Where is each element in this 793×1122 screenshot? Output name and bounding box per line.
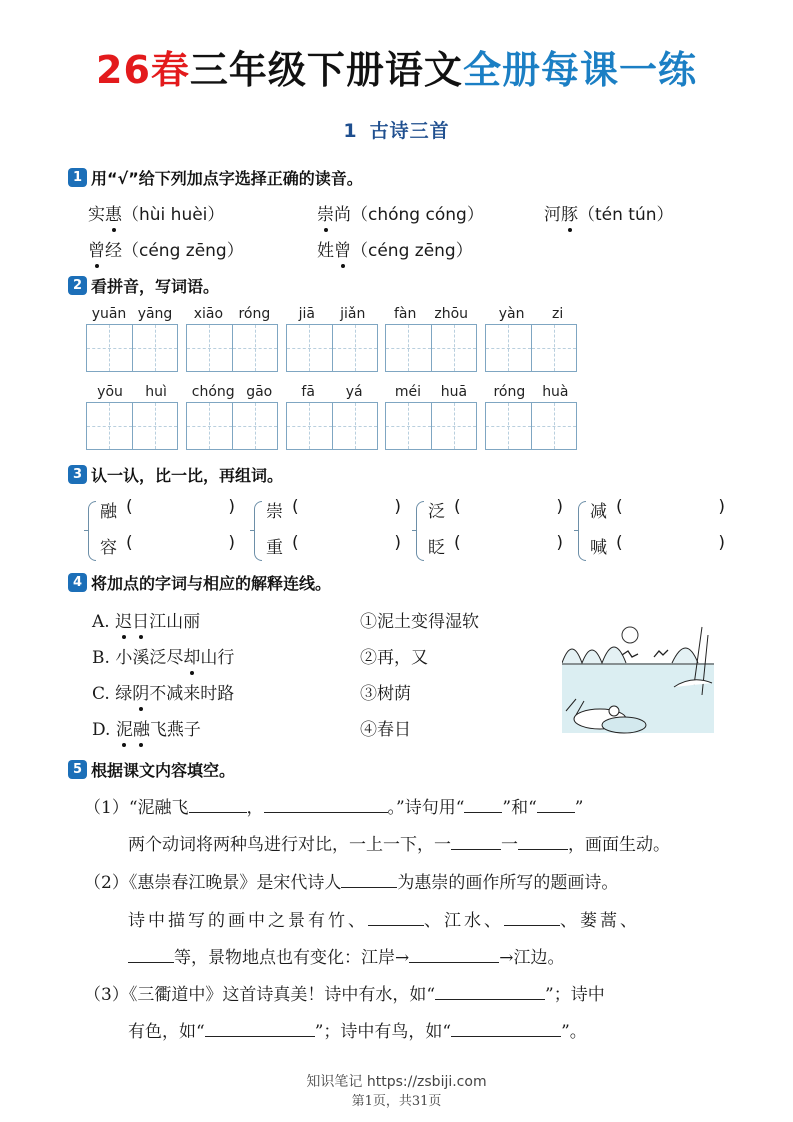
question-number-badge: 2 [68, 276, 87, 295]
text: （3）《三衢道中》这首诗真美！诗中有水，如“ [84, 985, 436, 1005]
fill-line-3-1 [84, 980, 605, 1005]
fill-line-2-1 [84, 868, 618, 893]
text: ”；诗中有鸟，如“ [314, 1022, 452, 1042]
pinyin: yá [345, 384, 363, 400]
char: 眨 [428, 538, 445, 558]
answer-blank[interactable]: ) [718, 497, 725, 517]
options-text: chóng cóng [368, 205, 467, 225]
answer-blank[interactable] [409, 945, 499, 963]
char: 实 [88, 205, 105, 225]
text: ”和“ [502, 798, 537, 818]
char: 丽 [183, 612, 201, 632]
writing-cell[interactable] [232, 403, 278, 449]
footer-page-number: 第1页，共31页 [351, 1094, 442, 1109]
answer-blank[interactable]: ) [556, 533, 563, 553]
answer-blank[interactable]: ) [228, 497, 235, 517]
writing-cell[interactable] [486, 403, 531, 449]
char: 江 [149, 612, 167, 632]
fill-line-3-2 [128, 1017, 587, 1042]
writing-cell[interactable] [287, 325, 332, 371]
writing-cell[interactable] [531, 325, 577, 371]
match-left-item[interactable] [92, 715, 201, 740]
answer-blank[interactable] [264, 795, 388, 813]
brace [578, 501, 586, 561]
q1-item [544, 200, 674, 225]
writing-cell[interactable] [187, 403, 232, 449]
writing-cell[interactable] [187, 325, 232, 371]
pronunciation-options[interactable]: （hùi huèi） [122, 205, 225, 225]
char: 容 [100, 538, 117, 558]
answer-blank[interactable]: ) [394, 533, 401, 553]
pronunciation-options[interactable]: （céng zēng） [122, 241, 244, 261]
answer-blank[interactable] [128, 945, 174, 963]
writing-cell[interactable] [287, 403, 332, 449]
char: 减 [166, 684, 184, 704]
pinyin-writing-box [286, 305, 378, 372]
question-1-heading [68, 166, 363, 188]
footer-site: 知识笔记 https://zsbiji.com [306, 1074, 487, 1090]
answer-blank[interactable] [464, 795, 502, 813]
text: 诗中描写的画中之景有竹、 [128, 911, 368, 931]
char: 溪 [132, 648, 150, 668]
answer-blank[interactable] [435, 982, 545, 1000]
match-right-item[interactable]: ③树荫 [360, 684, 411, 704]
pinyin-writing-box [86, 383, 178, 450]
lesson-number: 1 [343, 120, 358, 142]
pinyin: huā [440, 384, 468, 400]
pinyin: fā [301, 384, 315, 400]
pinyin: jiā [298, 306, 315, 322]
dotted-char: 豚 [561, 200, 578, 225]
question-number-badge: 4 [68, 573, 87, 592]
char: 飞 [149, 720, 167, 740]
char: 泛 [149, 648, 167, 668]
dotted-char: 曾 [88, 236, 105, 261]
text: 、江水、 [424, 911, 504, 931]
question-2-heading [68, 274, 219, 296]
question-prompt: 看拼音，写词语。 [91, 276, 220, 296]
text: ”；诗中 [545, 985, 605, 1005]
writing-cell[interactable] [132, 403, 178, 449]
paren: ( [126, 497, 133, 517]
question-number-badge: 3 [68, 465, 87, 484]
answer-blank[interactable] [205, 1019, 315, 1037]
question-number-badge: 5 [68, 760, 87, 779]
writing-cell[interactable] [132, 325, 178, 371]
brace [254, 501, 262, 561]
options-text: tén tún [595, 205, 657, 225]
text: （1）“泥融飞 [84, 798, 189, 818]
pinyin: róng [238, 306, 271, 322]
text: ， [246, 798, 264, 818]
dotted-char: 迟 [115, 607, 132, 632]
pinyin-writing-box [186, 305, 278, 372]
question-prompt: 根据课文内容填空。 [91, 760, 236, 780]
pinyin: chóng [191, 384, 235, 400]
answer-blank[interactable] [341, 870, 397, 888]
options-text: hùi huèi [139, 205, 208, 225]
char-compare-pair [88, 497, 238, 571]
pinyin: méi [394, 384, 422, 400]
fill-line-1-1 [84, 793, 584, 818]
pinyin-writing-box [286, 383, 378, 450]
pinyin-writing-box [86, 305, 178, 372]
text: ”。 [561, 1022, 587, 1042]
text: →江边。 [499, 948, 565, 968]
pinyin-writing-box [385, 305, 477, 372]
answer-blank[interactable] [537, 795, 575, 813]
text: 、蒌蒿、 [560, 911, 640, 931]
char: 时 [200, 684, 218, 704]
text: 等，景物地点也有变化：江岸→ [174, 948, 410, 968]
pinyin: huà [542, 384, 569, 400]
item-label: D. [92, 720, 111, 740]
title-series: 全册每课一练 [462, 48, 697, 92]
text: 两个动词将两种鸟进行对比，一上一下，一 [128, 835, 451, 855]
fill-line-2-3 [128, 943, 565, 968]
pinyin: yàn [498, 306, 525, 322]
dotted-char: 惠 [105, 200, 122, 225]
writing-cell[interactable] [386, 325, 431, 371]
match-right-item[interactable]: ④春日 [360, 720, 411, 740]
char: 尽 [166, 648, 184, 668]
writing-cell[interactable] [486, 325, 531, 371]
answer-blank[interactable] [368, 908, 424, 926]
question-prompt: 将加点的字词与相应的解释连线。 [91, 573, 332, 593]
text: 一 [501, 835, 518, 855]
pinyin: fàn [393, 306, 417, 322]
dotted-char: 曾 [334, 236, 351, 261]
pinyin-writing-box [485, 383, 577, 450]
dotted-char: 却 [183, 643, 200, 668]
lesson-name: 古诗三首 [369, 120, 450, 142]
char: 崇 [266, 502, 283, 522]
document-title [0, 44, 793, 96]
paren: ( [616, 497, 623, 517]
match-left-item[interactable] [92, 643, 234, 668]
item-label: C. [92, 684, 110, 704]
text: 为惠崇的画作所写的题画诗。 [397, 873, 619, 893]
writing-cell[interactable] [332, 325, 378, 371]
pinyin: yāng [137, 306, 173, 322]
pronunciation-options[interactable]: （tén tún） [578, 205, 674, 225]
char: 经 [105, 241, 122, 261]
question-5-heading [68, 758, 235, 780]
char: 姓 [317, 241, 334, 261]
answer-blank[interactable] [189, 795, 247, 813]
lesson-title [0, 116, 793, 143]
answer-blank[interactable] [518, 832, 568, 850]
q1-item [88, 200, 224, 225]
item-label: B. [92, 648, 110, 668]
char: 来 [183, 684, 201, 704]
dotted-char: 阴 [132, 679, 149, 704]
writing-cell[interactable] [332, 403, 378, 449]
options-text: céng zēng [368, 241, 456, 261]
question-4-heading [68, 571, 331, 593]
question-number-badge: 1 [68, 168, 87, 187]
q1-item [317, 236, 473, 261]
paren: ( [616, 533, 623, 553]
char: 路 [217, 684, 235, 704]
paren: ( [454, 533, 461, 553]
fill-line-2-2 [128, 906, 640, 931]
question-3-heading [68, 463, 283, 485]
river-birds-illustration [562, 625, 714, 737]
q1-item [88, 236, 244, 261]
pinyin: zi [552, 306, 564, 322]
writing-cell[interactable] [87, 325, 132, 371]
char: 不 [149, 684, 167, 704]
paren: ( [126, 533, 133, 553]
text: 有色，如“ [128, 1022, 205, 1042]
answer-blank[interactable]: ) [718, 533, 725, 553]
char: 融 [100, 502, 117, 522]
pinyin: yuān [91, 306, 127, 322]
answer-blank[interactable]: ) [394, 497, 401, 517]
dotted-char: 融 [133, 715, 150, 740]
writing-cell[interactable] [87, 403, 132, 449]
answer-blank[interactable]: ) [228, 533, 235, 553]
text: 。”诗句用“ [387, 798, 465, 818]
answer-blank[interactable] [451, 1019, 561, 1037]
pronunciation-options[interactable]: （céng zēng） [351, 241, 473, 261]
pinyin-writing-box [485, 305, 577, 372]
pinyin: xiāo [193, 306, 224, 322]
answer-blank[interactable]: ) [556, 497, 563, 517]
q1-item [317, 200, 484, 225]
char: 燕 [166, 720, 184, 740]
text: ” [574, 798, 584, 818]
paren: ( [292, 497, 299, 517]
match-left-item[interactable] [92, 679, 234, 704]
question-prompt: 用“√”给下列加点字选择正确的读音。 [91, 168, 363, 188]
char: 河 [544, 205, 561, 225]
char: 重 [266, 538, 283, 558]
pinyin-writing-box [186, 383, 278, 450]
match-right-item[interactable]: ①泥土变得湿软 [360, 612, 479, 632]
question-prompt: 认一认，比一比，再组词。 [91, 465, 284, 485]
writing-cell[interactable] [431, 325, 477, 371]
text: （2）《惠崇春江晚景》是宋代诗人 [84, 873, 342, 893]
brace [88, 501, 96, 561]
item-label: A. [92, 612, 110, 632]
char-compare-pair [578, 497, 728, 571]
writing-cell[interactable] [431, 403, 477, 449]
char: 子 [183, 720, 201, 740]
options-text: céng zēng [139, 241, 227, 261]
dotted-char: 泥 [116, 715, 133, 740]
char: 绿 [115, 684, 133, 704]
dotted-char: 日 [132, 607, 149, 632]
char: 山 [166, 612, 184, 632]
match-left-item[interactable] [92, 607, 200, 632]
pinyin: yōu [97, 384, 123, 400]
text: ，画面生动。 [568, 835, 670, 855]
pinyin-writing-box [385, 383, 477, 450]
match-right-item[interactable]: ②再，又 [360, 648, 428, 668]
char: 小 [115, 648, 133, 668]
char-compare-pair [416, 497, 566, 571]
writing-cell[interactable] [232, 325, 278, 371]
answer-blank[interactable] [504, 908, 560, 926]
paren: ( [292, 533, 299, 553]
pinyin: róng [493, 384, 526, 400]
char: 行 [217, 648, 235, 668]
pinyin: huì [145, 384, 167, 400]
char: 山 [200, 648, 218, 668]
fill-line-1-2 [128, 830, 670, 855]
paren: ( [454, 497, 461, 517]
pinyin: zhōu [434, 306, 469, 322]
char-compare-pair [254, 497, 404, 571]
title-year: 26春 [96, 48, 190, 92]
writing-cell[interactable] [531, 403, 577, 449]
char: 泛 [428, 502, 445, 522]
answer-blank[interactable] [451, 832, 501, 850]
title-grade: 三年级下册语文 [189, 48, 463, 92]
dotted-char: 崇 [317, 200, 334, 225]
pinyin: gāo [246, 384, 273, 400]
brace [416, 501, 424, 561]
char: 尚 [334, 205, 351, 225]
pronunciation-options[interactable]: （chóng cóng） [351, 205, 484, 225]
writing-cell[interactable] [386, 403, 431, 449]
char: 减 [590, 502, 607, 522]
pinyin: jiǎn [340, 306, 366, 322]
char: 喊 [590, 538, 607, 558]
